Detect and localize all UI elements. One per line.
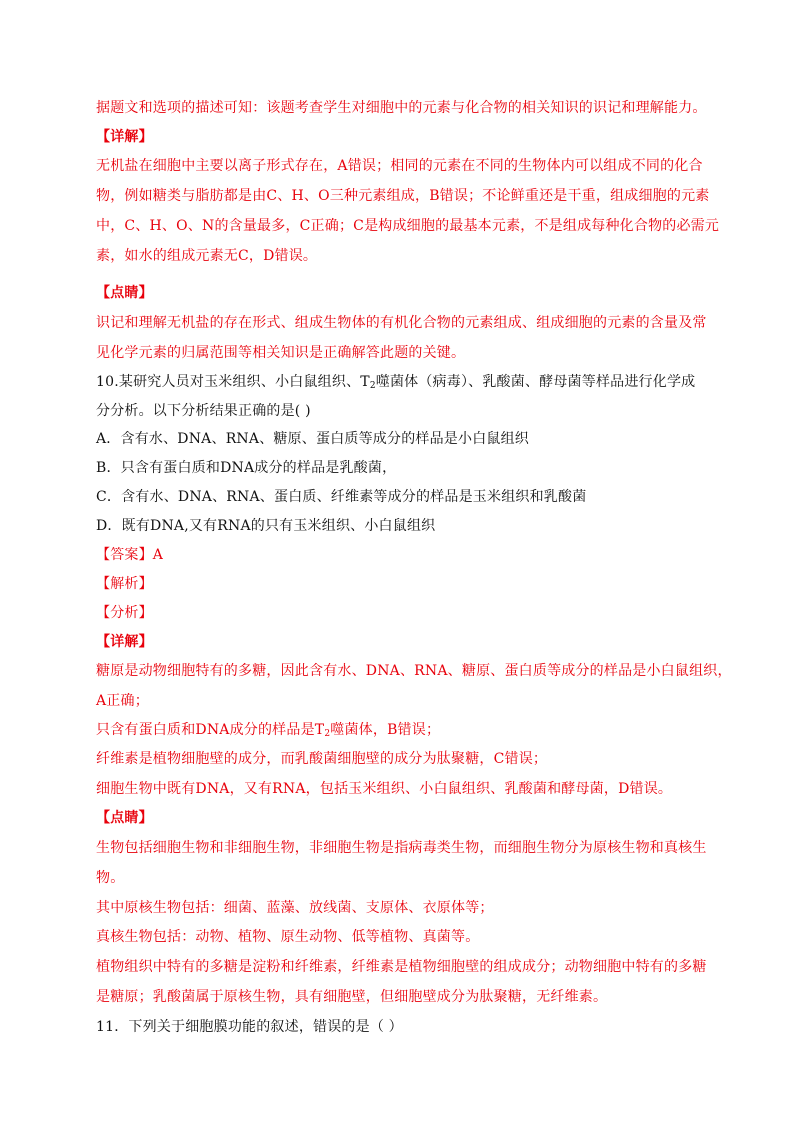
q10-stem-line-1 bbox=[96, 372, 695, 396]
q10-stem-line-2: 分分析。以下分析结果正确的是( ) bbox=[96, 403, 311, 419]
q10-detail-line: 糖原是动物细胞特有的多糖，因此含有水、DNA、RNA、糖原、蛋白质等成分的样品是小白鼠组织， bbox=[96, 663, 732, 679]
q9-detail-line: 物，例如糖类与脂肪都是由C、H、O三种元素组成，B错误；不论鲜重还是干重，组成细胞的元素 bbox=[96, 188, 710, 204]
q10-detail-line bbox=[96, 720, 440, 744]
q11-stem: 11．下列关于细胞膜功能的叙述，错误的是（ ） bbox=[96, 1019, 403, 1035]
q10-option-b: B．只含有蛋白质和DNA成分的样品是乳酸菌， bbox=[96, 460, 397, 476]
q10-detail-part: 噬菌体，B错误； bbox=[330, 722, 441, 738]
q10-comment-line: 是糖原；乳酸菌属于原核生物，具有细胞壁，但细胞壁成分为肽聚糖，无纤维素。 bbox=[96, 989, 608, 1005]
q10-detail-line: 细胞生物中既有DNA，又有RNA，包括玉米组织、小白鼠组织、乳酸菌和酵母菌，D错误。 bbox=[96, 781, 673, 797]
q9-detail-line: 无机盐在细胞中主要以离子形式存在，A错误；相同的元素在不同的生物体内可以组成不同的化合 bbox=[96, 158, 703, 174]
subscript: 2 bbox=[369, 381, 376, 391]
q10-detail-line: A正确； bbox=[96, 693, 149, 709]
subscript: 2 bbox=[324, 729, 331, 739]
q10-comment-line: 植物组织中特有的多糖是淀粉和纤维素，纤维素是植物细胞壁的组成成分；动物细胞中特有的多糖 bbox=[96, 959, 707, 975]
q10-comment-line: 真核生物包括：动物、植物、原生动物、低等植物、真菌等。 bbox=[96, 929, 480, 945]
q9-detail-line: 素，如水的组成元素无C，D错误。 bbox=[96, 248, 318, 264]
q10-stem-part: 噬菌体（病毒）、乳酸菌、酵母菌等样品进行化学成 bbox=[375, 374, 696, 390]
q10-option-a: A．含有水、DNA、RNA、糖原、蛋白质等成分的样品是小白鼠组织 bbox=[96, 431, 529, 447]
q9-comment-heading: 【点睛】 bbox=[96, 285, 153, 301]
q10-fenxi-heading: 【分析】 bbox=[96, 605, 153, 621]
q10-comment-line: 其中原核生物包括：细菌、蓝藻、放线菌、支原体、衣原体等； bbox=[96, 900, 494, 916]
q10-comment-line: 物。 bbox=[96, 870, 125, 886]
q9-comment-line: 识记和理解无机盐的存在形式、组成生物体的有机化合物的元素组成、组成细胞的元素的含量及常 bbox=[96, 315, 707, 331]
q10-option-d: D．既有DNA,又有RNA的只有玉米组织、小白鼠组织 bbox=[96, 518, 436, 534]
q10-comment-line: 生物包括细胞生物和非细胞生物，非细胞生物是指病毒类生物，而细胞生物分为原核生物和真核生 bbox=[96, 840, 707, 856]
q9-comment-line: 见化学元素的归属范围等相关知识是正确解答此题的关键。 bbox=[96, 345, 466, 361]
q10-detail-heading: 【详解】 bbox=[96, 634, 153, 650]
q10-detail-part: 只含有蛋白质和DNA成分的样品是T bbox=[96, 722, 325, 738]
q9-detail-heading: 【详解】 bbox=[96, 129, 153, 145]
q10-detail-line: 纤维素是植物细胞壁的成分，而乳酸菌细胞壁的成分为肽聚糖，C错误； bbox=[96, 751, 548, 767]
q10-answer: 【答案】A bbox=[96, 547, 164, 563]
q10-option-c: C．含有水、DNA、RNA、蛋白质、纤维素等成分的样品是玉米组织和乳酸菌 bbox=[96, 489, 587, 505]
q10-stem-part: 10.某研究人员对玉米组织、小白鼠组织、T bbox=[96, 374, 370, 390]
q10-comment-heading: 【点睛】 bbox=[96, 810, 153, 826]
q10-analysis-heading: 【解析】 bbox=[96, 576, 153, 592]
q9-detail-line: 中，C、H、O、N的含量最多，C正确；C是构成细胞的最基本元素，不是组成每种化合物的必需元 bbox=[96, 218, 720, 234]
intro-text: 据题文和选项的描述可知：该题考查学生对细胞中的元素与化合物的相关知识的识记和理解能力。 bbox=[96, 100, 707, 116]
